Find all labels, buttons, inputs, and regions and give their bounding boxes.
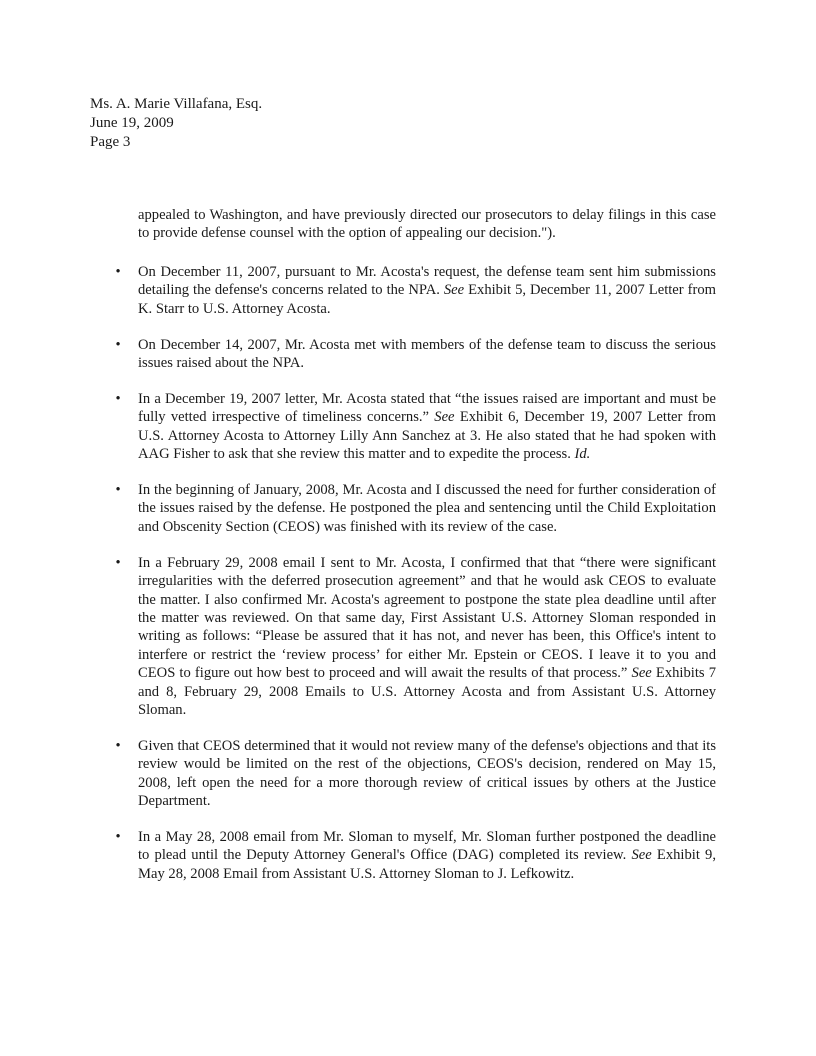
bullet-text: On December 14, 2007, Mr. Acosta met with members of the defense team to discuss the serious issues raised about the NPA.	[138, 336, 716, 371]
date-line: June 19, 2009	[90, 115, 174, 131]
letter-body	[112, 206, 716, 901]
bullet-icon: •	[115, 828, 121, 845]
bullet-text: On December 11, 2007, pursuant to Mr. Acosta's request, the defense team sent him submissions detailing the defense's concerns related to the NPA. See Exhibit 5, December 11, 2007 Letter from K. Starr to U.S. Attorney Acosta.	[138, 263, 716, 317]
continuation-paragraph: appealed to Washington, and have previously directed our prosecutors to delay filings in this case to provide defense counsel with the option of appealing our decision.").	[138, 207, 716, 242]
bullet-item-6	[112, 737, 716, 811]
bullet-text: In a December 19, 2007 letter, Mr. Acosta stated that “the issues raised are important and must be fully vetted irrespective of timeliness concerns.” See Exhibit 6, December 19, 2007 Letter from U.S. Attorney Acosta to Attorney Lilly Ann Sanchez at 3. He also stated that he had spoken with AAG Fisher to ask that she review this matter and to expedite the process. Id.	[138, 390, 716, 463]
bullet-item-3	[112, 390, 716, 464]
citation-signal: See	[631, 847, 652, 864]
citation-signal: See	[443, 282, 465, 299]
bullet-item-1	[112, 263, 716, 318]
page-number: Page 3	[90, 134, 131, 150]
bullet-list	[112, 263, 716, 883]
bullet-icon: •	[115, 554, 121, 571]
bullet-text: In the beginning of January, 2008, Mr. Acosta and I discussed the need for further consideration of the issues raised by the defense. He postponed the plea and sentencing until the Child Exploitation and Obscenity Section (CEOS) was finished with its review of the case.	[138, 481, 716, 535]
citation-id: Id.	[574, 446, 591, 463]
recipient-line: Ms. A. Marie Villafana, Esq.	[90, 96, 263, 112]
bullet-icon: •	[115, 737, 121, 754]
letter-header	[90, 95, 262, 152]
bullet-item-2	[112, 336, 716, 373]
citation-signal: See	[631, 665, 652, 682]
bullet-text: In a February 29, 2008 email I sent to Mr. Acosta, I confirmed that that “there were significant irregularities with the deferred prosecution agreement” and that he would ask CEOS to evaluate the matter. I also confirmed Mr. Acosta's agreement to postpone the state plea deadline until after the matter was reviewed. On that same day, First Assistant U.S. Attorney Sloman responded in writing as follows: “Please be assured that it has not, and never has been, this Office's intent to interfere or restrict the ‘review process’ for either Mr. Epstein or CEOS. I leave it to you and CEOS to figure out how best to proceed and will await the results of that process.” See Exhibits 7 and 8, February 29, 2008 Emails to U.S. Attorney Acosta and from Assistant U.S. Attorney Sloman.	[138, 554, 716, 718]
bullet-item-7	[112, 828, 716, 883]
bullet-text: Given that CEOS determined that it would not review many of the defense's objections and that its review would be limited on the rest of the objections, CEOS's decision, rendered on May 15, 2008, left open the need for a more thorough review of critical issues by others at the Justice Department.	[138, 737, 716, 810]
bullet-icon: •	[115, 390, 121, 407]
bullet-text: In a May 28, 2008 email from Mr. Sloman to myself, Mr. Sloman further postponed the deadline to plead until the Deputy Attorney General's Office (DAG) completed its review. See Exhibit 9, May 28, 2008 Email from Assistant U.S. Attorney Sloman to J. Lefkowitz.	[138, 828, 716, 882]
bullet-icon: •	[115, 481, 121, 498]
bullet-item-5	[112, 554, 716, 720]
bullet-icon: •	[115, 336, 121, 353]
bullet-icon: •	[115, 263, 121, 280]
citation-signal: See	[434, 409, 455, 426]
bullet-item-4	[112, 481, 716, 536]
